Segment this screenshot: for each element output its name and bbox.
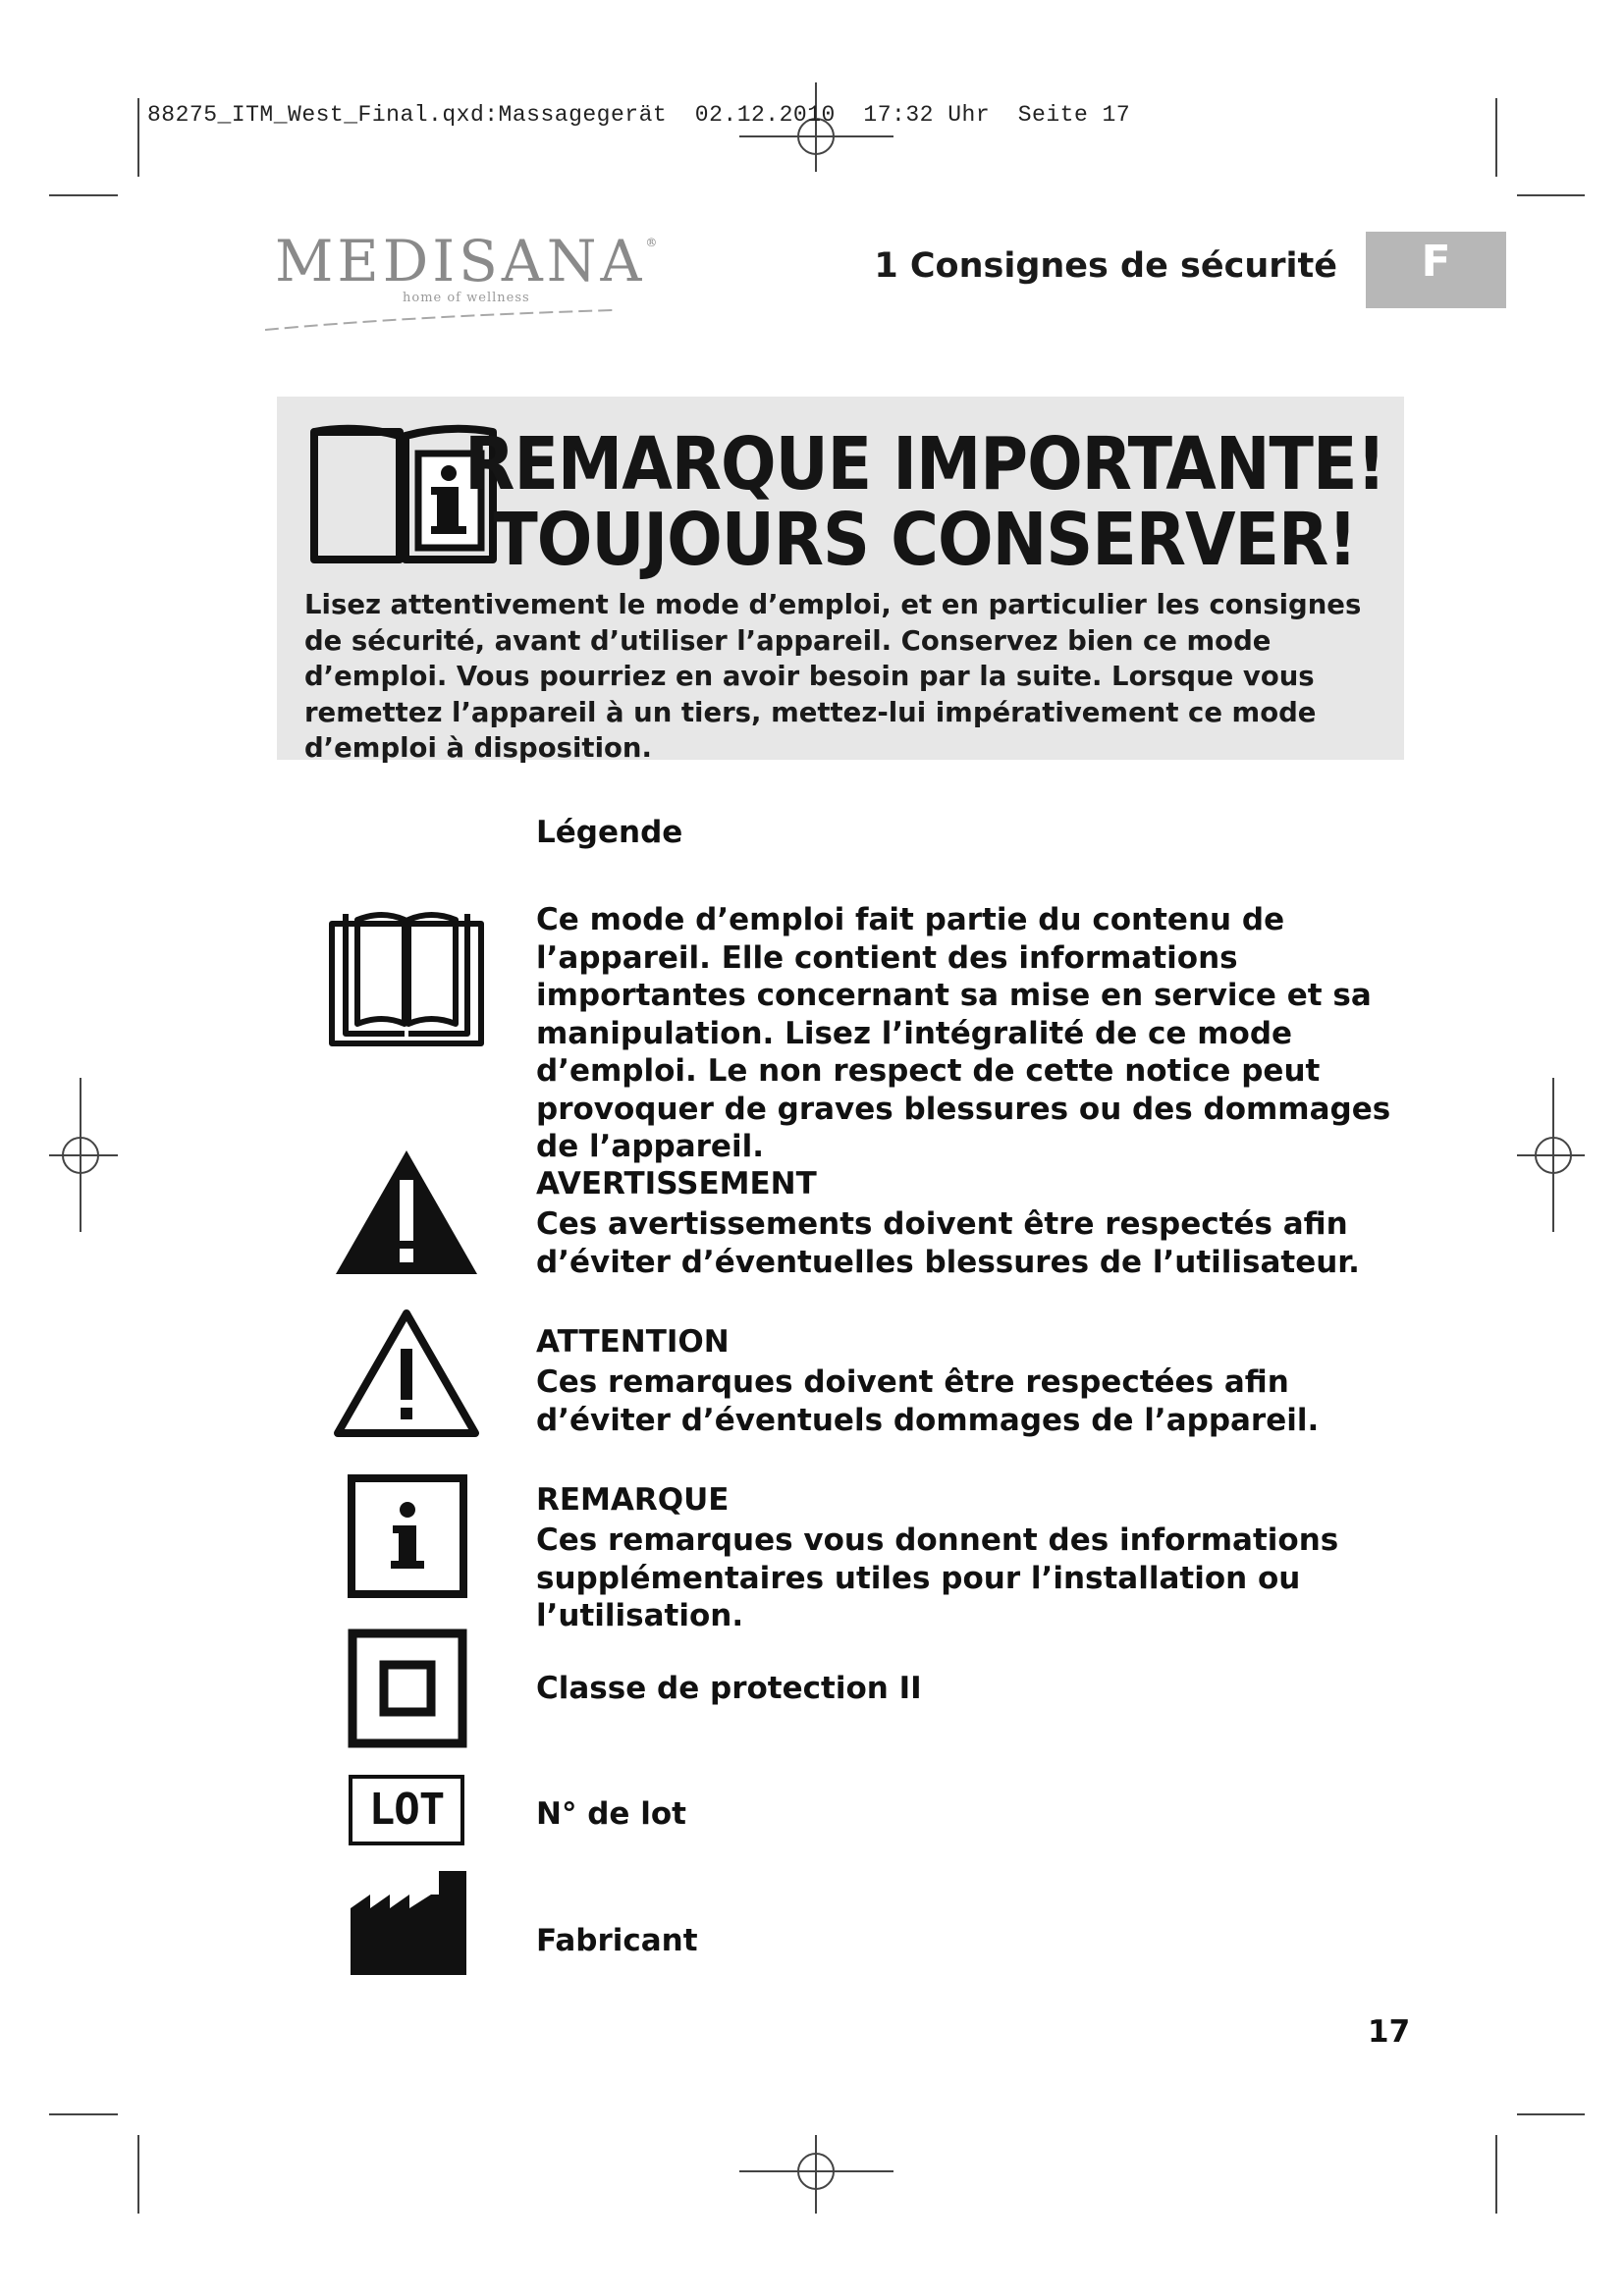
double-square-icon	[348, 1629, 467, 1748]
logo-swoosh	[265, 306, 619, 336]
notice-heading-line2: TOUJOURS CONSERVER!	[493, 498, 1357, 582]
legend-note-title: REMARQUE	[536, 1482, 730, 1518]
section-title: 1 Consignes de sécurité	[874, 246, 1337, 286]
info-box-icon	[348, 1474, 467, 1598]
important-notice-box	[277, 397, 1404, 764]
logo-tagline: home of wellness	[403, 291, 530, 305]
lot-icon: LOT	[349, 1775, 464, 1845]
page-number: 17	[1368, 2014, 1411, 2050]
warning-filled-icon	[332, 1147, 481, 1278]
legend-warning-title: AVERTISSEMENT	[536, 1166, 817, 1201]
legend-manual-text: Ce mode d’emploi fait partie du contenu de l’appareil. Elle contient des informations importantes concernant sa mise en service et sa manipulation. Lisez l’intégralité de ce mode d’emploi. Le non respect de cette notice peut provoquer de graves blessures ou des dommages de l’appareil.	[536, 902, 1391, 1164]
legend-title: Légende	[536, 815, 683, 850]
legend-attention-text: Ces remarques doivent être respectées afin d’éviter d’éventuels dommages de l’appareil.	[536, 1364, 1320, 1438]
notice-heading-line1: REMARQUE IMPORTANTE!	[464, 422, 1385, 507]
notice-body-text: Lisez attentivement le mode d’emploi, et en particulier les consignes de sécurité, avant d’utiliser l’appareil. Conservez bien ce mode d’emploi. Vous pourriez en avoir besoin par la suite. Lorsque vous remettez l’appareil à un tiers, mettez-lui impérativement ce mode d’emploi à disposition.	[304, 589, 1362, 764]
logo-wordmark: MEDISANA®	[275, 228, 658, 294]
legend-note-text: Ces remarques vous donnent des informations supplémentaires utiles pour l’installation ou l’utilisation.	[536, 1522, 1339, 1633]
legend-manufacturer-text: Fabricant	[536, 1923, 698, 1958]
open-book-icon	[328, 906, 485, 1049]
medisana-logo	[265, 228, 658, 346]
legend-warning-text: Ces avertissements doivent être respectés afin d’éviter d’éventuelles blessures de l’utilisateur.	[536, 1206, 1360, 1280]
legend-lot-text: N° de lot	[536, 1796, 686, 1832]
warning-outline-icon	[332, 1306, 481, 1439]
print-slug: 88275_ITM_West_Final.qxd:Massagegerät 02.12.2010 17:32 Uhr Seite 17	[147, 102, 1131, 128]
legend-protection-class-text: Classe de protection II	[536, 1671, 922, 1706]
language-tab: F	[1366, 232, 1506, 308]
legend-attention-title: ATTENTION	[536, 1324, 730, 1360]
factory-icon	[349, 1869, 468, 1977]
